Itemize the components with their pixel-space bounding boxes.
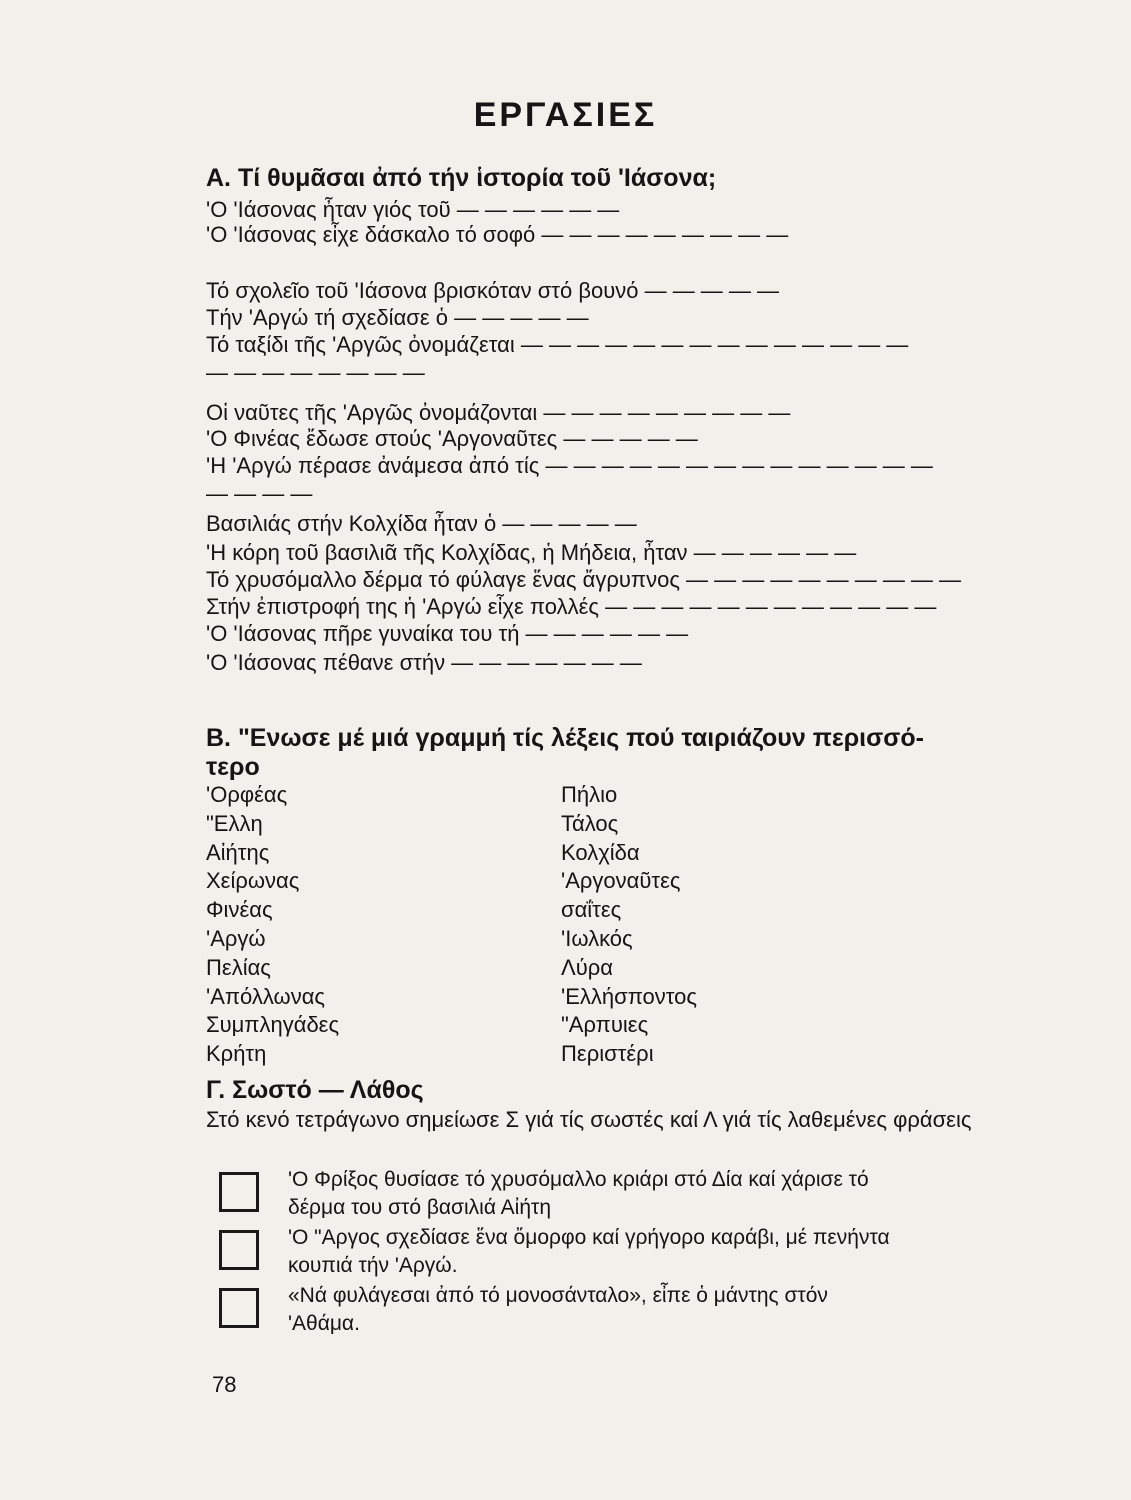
matching-left-item: "Ελλη [206,810,263,836]
matching-right-item: Περιστέρι [561,1041,654,1067]
matching-left-item: Φινέας [206,897,273,923]
matching-right-item: Τάλος [561,810,619,836]
statement-2-line1: 'Ο "Αργος σχεδίασε ἕνα ὄμορφο καί γρήγορο καράβι, μέ πενήντα [288,1226,890,1249]
fill-in-line: 'Ο 'Ιάσονας ἦταν γιός τοῦ — — — — — — [206,197,620,222]
statement-2 [288,1224,1053,1280]
fill-in-line: Τήν 'Αργώ τή σχεδίασε ὁ — — — — — [206,305,589,330]
matching-left-item: 'Ορφέας [206,782,288,807]
fill-in-line: Στήν ἐπιστροφή της ἡ 'Αργώ εἶχε πολλές — — — — — — — — — — — — [206,594,937,619]
matching-right-item: 'Ελλήσποντος [561,983,698,1009]
fill-in-line: 'Ο 'Ιάσονας πῆρε γυναίκα του τή — — — — — — [206,621,689,646]
statement-1 [288,1166,1053,1222]
matching-left-item: Συμπληγάδες [206,1012,340,1038]
matching-left-column [206,781,339,1069]
fill-in-line: Τό σχολεῖο τοῦ 'Ιάσονα βρισκόταν στό βουνό — — — — — [206,278,780,303]
answer-checkbox-1[interactable] [219,1172,259,1212]
fill-in-line: 'Η 'Αργώ πέρασε ἀνάμεσα ἀπό τίς — — — — — — — — — — — — — — [206,453,933,478]
fill-in-line: — — — — [206,481,313,506]
fill-in-line: Τό ταξίδι τῆς 'Αργῶς ὀνομάζεται — — — — — — — — — — — — — — [206,332,909,357]
matching-left-item: Κρήτη [206,1041,267,1067]
fill-in-line: Βασιλιάς στήν Κολχίδα ἦταν ὁ — — — — — [206,511,637,536]
fill-in-line: 'Η κόρη τοῦ βασιλιᾶ τῆς Κολχίδας, ἡ Μήδεια, ἦταν — — — — — — [206,540,857,565]
fill-in-line: — — — — — — — — [206,360,425,385]
statement-1-line2: δέρμα του στό βασιλιά Αἰήτη [288,1196,551,1219]
matching-left-item: 'Απόλλωνας [206,983,326,1009]
fill-in-line: Τό χρυσόμαλλο δέρμα τό φύλαγε ἕνας ἄγρυπνος — — — — — — — — — — [206,567,962,592]
section-b-heading-line1: Β. "Ενωσε μέ μιά γραμμή τίς λέξεις πού ταιριάζουν περισσό- [206,724,924,752]
matching-right-column [561,781,697,1069]
matching-right-item: Λύρα [561,954,613,980]
fill-in-line: 'Ο 'Ιάσονας πέθανε στήν — — — — — — — [206,650,642,675]
answer-checkbox-2[interactable] [219,1230,259,1270]
matching-left-item: 'Αργώ [206,925,266,951]
section-c-heading: Γ. Σωστό — Λάθος [206,1076,424,1104]
matching-right-item: 'Ιωλκός [561,925,633,951]
statement-3-line2: 'Αθάμα. [288,1312,360,1335]
matching-right-item: Κολχίδα [561,839,640,865]
matching-left-item: Χείρωνας [206,868,300,894]
matching-left-item: Πελίας [206,954,271,980]
section-c-instruction: Στό κενό τετράγωνο σημείωσε Σ γιά τίς σωστές καί Λ γιά τίς λαθεμένες φράσεις [206,1107,972,1132]
statement-2-line2: κουπιά τήν 'Αργώ. [288,1254,458,1277]
matching-right-item: σαΐτες [561,897,622,923]
statement-3-line1: «Νά φυλάγεσαι ἀπό τό μονοσάνταλο», εἶπε ὁ μάντης στόν [288,1284,828,1307]
fill-in-line: 'Ο 'Ιάσονας εἶχε δάσκαλο τό σοφό — — — — — — — — — [206,222,789,247]
matching-right-item: Πήλιο [561,782,618,807]
page-number: 78 [212,1372,237,1397]
statement-1-line1: 'Ο Φρίξος θυσίασε τό χρυσόμαλλο κριάρι στό Δία καί χάρισε τό [288,1168,869,1191]
section-b-heading-line2: τερο [206,753,260,781]
statement-3 [288,1282,1053,1338]
fill-in-line: 'Ο Φινέας ἔδωσε στούς 'Αργοναῦτες — — — — — [206,426,698,451]
matching-right-item: "Αρπυιες [561,1012,649,1038]
matching-left-item: Αἰήτης [206,839,270,865]
matching-right-item: 'Αργοναῦτες [561,868,681,894]
fill-in-line: Οἱ ναῦτες τῆς 'Αργῶς ὀνομάζονται — — — — — — — — — [206,400,791,425]
answer-checkbox-3[interactable] [219,1288,259,1328]
page-title: ΕΡΓΑΣΙΕΣ [473,96,658,134]
section-a-heading: Α. Τί θυμᾶσαι ἀπό τήν ἱστορία τοῦ 'Ιάσονα; [206,164,717,192]
